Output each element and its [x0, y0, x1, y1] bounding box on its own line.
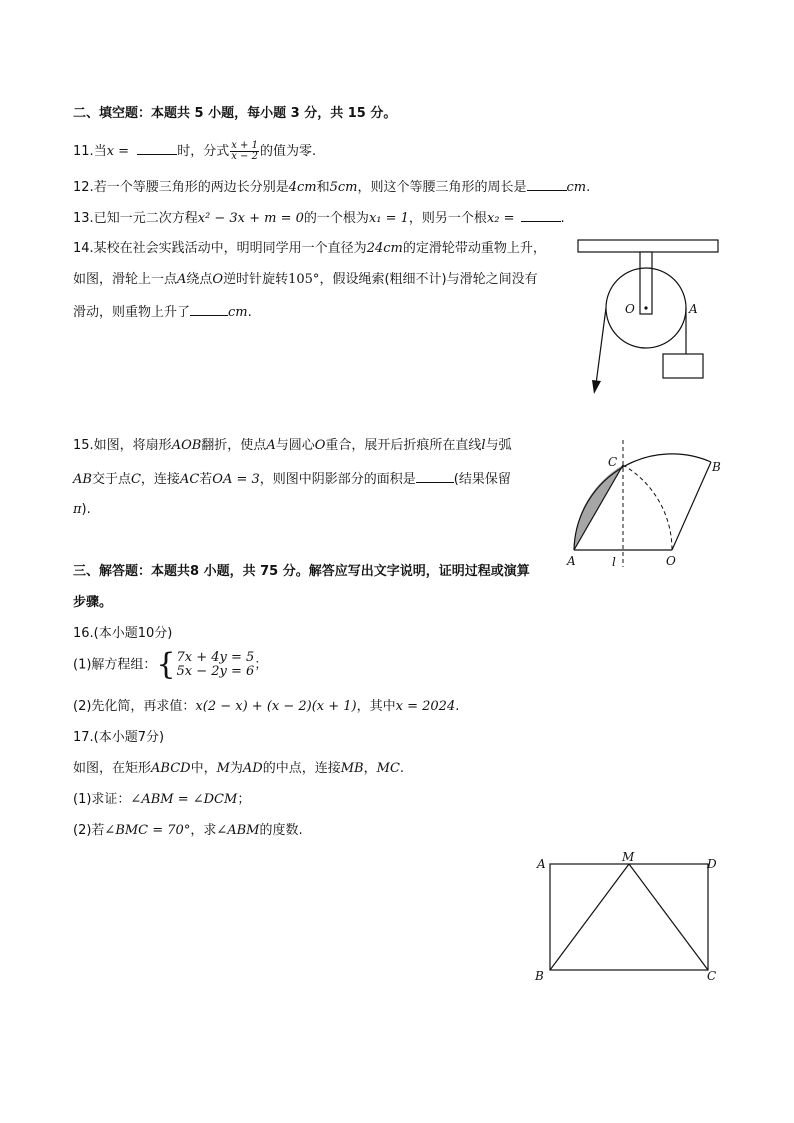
q15-text1d: 重合，展开后折痕所在直线	[325, 438, 482, 453]
q15-ac: AC	[179, 472, 200, 487]
q13-text: 已知一元二次方程	[93, 211, 198, 226]
q16-p1-end: ；	[254, 657, 268, 673]
q17-p2-label: (2)若	[73, 823, 105, 838]
q13-text2: 的一个根为	[303, 211, 369, 226]
q15-sector: AOB	[171, 438, 202, 453]
label-o: O	[625, 302, 635, 316]
q15-point-o: O	[314, 438, 326, 453]
label-m: M	[622, 850, 635, 864]
rectangle-abcd	[550, 864, 708, 970]
q14-text3: 滑动，则重物上升了	[73, 305, 191, 320]
question-11	[73, 141, 316, 162]
q14-unit: cm	[228, 305, 248, 320]
q13-root2: x₂ =	[486, 211, 515, 226]
ceiling-beam	[578, 240, 718, 252]
q13-equation: x² − 3x + m = 0	[197, 211, 304, 226]
q17-p2-text: ，求	[190, 823, 217, 838]
rope-arrow	[592, 380, 601, 394]
q13-answer-blank[interactable]	[521, 208, 561, 222]
q11-answer-blank[interactable]	[137, 141, 177, 155]
question-13	[73, 208, 565, 228]
q17-text-c: 为	[229, 761, 243, 776]
sector-figure	[560, 432, 740, 572]
q12-answer-blank[interactable]	[527, 177, 567, 191]
segment-ob	[672, 462, 711, 550]
q14-text1b: 的定滑轮带动重物上升，	[402, 241, 546, 256]
q11-eq: =	[114, 144, 134, 159]
label-a: A	[537, 857, 546, 871]
q15-oa: OA = 3	[212, 472, 260, 487]
pulley-center	[644, 306, 647, 309]
q17-text-a: 如图，在矩形	[73, 761, 152, 776]
pulley-figure	[570, 232, 730, 402]
q14-answer-blank[interactable]	[190, 302, 228, 316]
q16-p2-end: .	[455, 699, 460, 714]
q15-text1c: 与圆心	[275, 438, 315, 453]
q14-point-a: A	[177, 272, 187, 287]
label-b: B	[712, 460, 721, 474]
question-14-line2	[73, 271, 538, 289]
q15-answer-blank[interactable]	[416, 469, 454, 483]
q16-part1	[73, 647, 268, 682]
question-15-line2	[73, 469, 511, 489]
label-b: B	[535, 969, 544, 983]
q16-header: 16.(本小题10分)	[73, 626, 173, 641]
q16-eq2: 5x − 2y = 6	[176, 664, 255, 679]
q15-text1b: 翻折，使点	[201, 438, 267, 453]
segment-ac	[574, 465, 623, 550]
q15-arc: AB	[73, 472, 92, 487]
q17-part1	[73, 791, 250, 809]
q13-number: 13.	[73, 211, 94, 226]
q12-text2: 和	[316, 180, 330, 195]
q15-text3: ).	[81, 502, 91, 517]
q15-text2d: ，则图中阴影部分的面积是	[259, 472, 416, 487]
q12-text3: ，则这个等腰三角形的周长是	[357, 180, 527, 195]
q17-p2-eq: ∠BMC = 70°	[104, 823, 191, 838]
q15-text2c: 若	[199, 472, 213, 487]
q13-end: .	[560, 211, 565, 226]
folded-arc	[623, 465, 672, 550]
question-15-line1	[73, 437, 512, 455]
q11-text3: 的值为零.	[259, 144, 317, 159]
question-12	[73, 177, 590, 197]
q17-p1-end: ；	[237, 792, 251, 807]
q16-system: { 7x + 4y = 5 5x − 2y = 6	[156, 647, 255, 682]
question-14-line3	[73, 302, 252, 322]
q15-text2e: (结果保留	[453, 472, 511, 487]
q11-number: 11.	[73, 144, 94, 159]
question-14-line1	[73, 240, 546, 258]
q17-point-m: M	[216, 761, 230, 776]
q11-text2: 时，分式	[177, 144, 230, 159]
question-15-line3	[73, 501, 91, 519]
q16-part2	[73, 698, 459, 716]
q17-p1-eq: ∠ABM = ∠DCM	[130, 792, 238, 807]
label-c: C	[707, 969, 717, 983]
q15-line-l: l	[481, 438, 486, 453]
q15-point-c: C	[130, 472, 141, 487]
q17-ad: AD	[242, 761, 263, 776]
q13-text3: ，则另一个根	[408, 211, 487, 226]
q12-value1: 4cm	[288, 180, 317, 195]
q11-var: x	[106, 144, 115, 159]
q17-end: .	[399, 761, 405, 776]
q14-text2d: ，假设绳索(粗细不计)与滑轮之间没有	[319, 272, 538, 287]
segment-mc	[629, 864, 708, 970]
label-l: l	[612, 555, 616, 569]
q15-pi: π	[73, 502, 82, 517]
q16-p2-label: (2)先化简，再求值：	[73, 699, 196, 714]
q16-expression: x(2 − x) + (x − 2)(x + 1)	[195, 699, 357, 714]
q17-rect: ABCD	[151, 761, 191, 776]
q12-text: 若一个等腰三角形的两边长分别是	[93, 180, 289, 195]
q11-text: 当	[93, 144, 107, 159]
q14-angle: 105°	[288, 272, 320, 287]
q14-point-o: O	[212, 272, 224, 287]
q14-text2c: 逆时针旋转	[223, 272, 289, 287]
q17-intro	[73, 760, 404, 778]
q12-number: 12.	[73, 180, 94, 195]
q12-end: .	[586, 180, 591, 195]
q12-unit: cm	[566, 180, 587, 195]
q17-p2-question: ∠ABM	[216, 823, 260, 838]
pulley-bracket	[640, 252, 652, 314]
q14-diameter: 24cm	[366, 241, 403, 256]
q12-value2: 5cm	[329, 180, 358, 195]
q14-end: .	[247, 305, 252, 320]
q13-root1: x₁ = 1	[368, 211, 409, 226]
label-a: A	[689, 302, 698, 316]
q16-eq1: 7x + 4y = 5	[176, 650, 255, 665]
q15-text2a: 交于点	[91, 472, 131, 487]
rope-left	[596, 308, 606, 384]
q17-p1-label: (1)求证：	[73, 792, 131, 807]
q17-comma: ，	[363, 761, 377, 776]
q14-text2a: 如图，滑轮上一点	[73, 272, 178, 287]
label-o: O	[666, 554, 676, 568]
segment-mb	[550, 864, 629, 970]
q17-mc: MC	[376, 761, 400, 776]
q16-x-value: x = 2024	[395, 699, 456, 714]
q15-text1a: 15.如图，将扇形	[73, 438, 172, 453]
section3-title: 三、解答题：本题共8 小题，共 75 分。解答应写出文字说明，证明过程或演算	[73, 564, 530, 579]
q14-text1: 14.某校在社会实践活动中，明明同学用一个直径为	[73, 241, 367, 256]
q14-text2b: 绕点	[186, 272, 213, 287]
q16-p1-label: (1)解方程组：	[73, 657, 157, 673]
q11-fraction: $\frac{x + 1}{x - 2}$	[231, 140, 258, 162]
weight-box	[663, 354, 703, 378]
section2-title: 二、填空题：本题共 5 小题，每小题 3 分，共 15 分。	[73, 106, 397, 121]
q17-mb: MB	[340, 761, 364, 776]
q17-header: 17.(本小题7分)	[73, 730, 165, 745]
q15-text2b: ，连接	[140, 472, 180, 487]
q17-p2-end: 的度数.	[259, 823, 303, 838]
q17-text-d: 的中点，连接	[262, 761, 341, 776]
section3-title-cont: 步骤。	[73, 595, 113, 610]
q16-p2-text: ，其中	[356, 699, 396, 714]
q17-part2	[73, 822, 303, 840]
label-a: A	[567, 554, 576, 568]
q17-text-b: 中，	[190, 761, 217, 776]
q15-text1e: 与弧	[485, 438, 512, 453]
label-d: D	[707, 857, 717, 871]
q15-point-a: A	[266, 438, 276, 453]
label-c: C	[608, 455, 618, 469]
rectangle-figure	[528, 848, 728, 988]
